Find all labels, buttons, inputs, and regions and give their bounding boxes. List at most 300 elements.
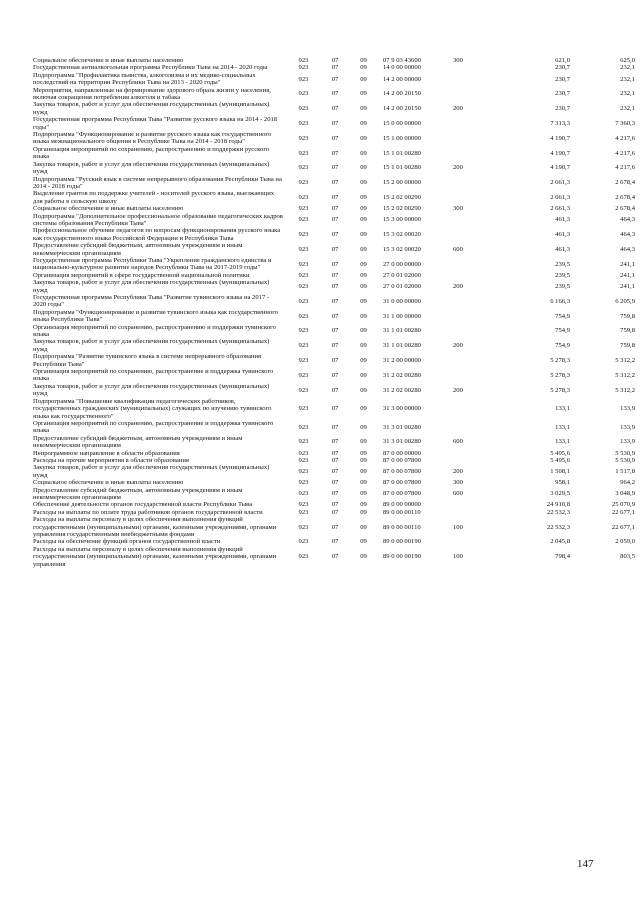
row-expense-type	[453, 294, 490, 309]
row-ministry-code: 923	[298, 386, 309, 394]
row-subsection-code: 09	[360, 371, 367, 379]
row-ministry-code: 923	[298, 164, 309, 172]
row-description: Подпрограмма "Профилактика пьянства, алкоголизма и их медико-социальных последствий на территории Республики Тыва на 2013 - 2020 годы"	[33, 71, 256, 87]
row-ministry-code: 923	[298, 105, 309, 113]
row-description: Государственная программа Республики Тыва "Развитие русского языка на 2014 - 2018 годы"	[33, 116, 278, 131]
row-target-article: 15 3 02 00020	[383, 231, 421, 239]
row-subsection-code: 09	[360, 64, 367, 72]
row-target-article: 27 0 01 02000	[383, 282, 421, 290]
row-section-code: 07	[331, 449, 339, 457]
table-row	[33, 487, 635, 502]
row-expense-type	[453, 116, 490, 131]
row-subsection-code: 09	[360, 523, 367, 531]
row-ministry-code: 923	[298, 297, 309, 305]
row-target-article: 14 0 00 00000	[383, 64, 421, 72]
row-ministry-code: 923	[298, 271, 309, 279]
row-amount-year1: 5 495,6	[550, 449, 570, 457]
row-section-code: 07	[331, 312, 339, 320]
row-amount-year2: 4 217,6	[615, 134, 635, 142]
row-section-code: 07	[331, 105, 339, 113]
table-row	[33, 72, 635, 87]
row-subsection-code: 09	[360, 490, 367, 498]
row-section-code: 07	[331, 260, 339, 268]
row-amount-year1: 754,9	[555, 327, 570, 335]
row-section-code: 07	[331, 327, 339, 335]
row-subsection-code: 09	[360, 57, 367, 64]
row-subsection-code: 09	[360, 231, 367, 239]
row-section-code: 07	[331, 205, 339, 213]
row-ministry-code: 923	[298, 468, 309, 476]
row-description: Государственная антиалкогольная программа Республики Тыва на 2014 - 2020 годы	[33, 64, 268, 72]
row-section-code: 07	[331, 271, 339, 279]
table-row	[33, 420, 635, 435]
table-row	[33, 213, 635, 228]
row-section-code: 07	[331, 508, 339, 516]
row-amount-year1: 461,3	[555, 245, 570, 253]
row-amount-year1: 4 190,7	[550, 134, 570, 142]
row-subsection-code: 09	[360, 260, 367, 268]
row-amount-year2: 133,9	[620, 405, 635, 413]
row-ministry-code: 923	[298, 327, 309, 335]
row-expense-type	[453, 501, 490, 508]
row-description: Выделение грантов по поддержке учителей - носителей русского языка, выезжающих для работы в сельскую школу	[33, 190, 275, 205]
row-section-code: 07	[331, 356, 339, 364]
budget-table	[33, 57, 635, 568]
row-target-article: 31 2 02 00280	[383, 386, 421, 394]
row-target-article: 14 2 00 00000	[383, 75, 421, 83]
row-amount-year1: 4 190,7	[550, 149, 570, 157]
row-amount-year1: 4 190,7	[550, 164, 570, 172]
row-expense-type: 200	[453, 342, 463, 350]
row-target-article: 14 2 00 20150	[383, 90, 421, 98]
row-expense-type	[453, 398, 490, 420]
row-amount-year2: 464,3	[620, 245, 635, 253]
row-expense-type: 300	[453, 205, 463, 213]
row-description: Расходы на выплаты персоналу в целях обеспечения выполнения функций государственными (муниципальными) органами, казенными учреждениями, органами управления	[33, 545, 277, 568]
table-row	[33, 501, 635, 508]
row-expense-type: 100	[453, 523, 463, 531]
row-ministry-code: 923	[298, 405, 309, 413]
row-ministry-code: 923	[298, 456, 309, 464]
row-section-code: 07	[331, 75, 339, 83]
table-row	[33, 272, 635, 279]
row-ministry-code: 923	[298, 490, 309, 498]
row-ministry-code: 923	[298, 508, 309, 516]
row-subsection-code: 09	[360, 438, 367, 446]
row-section-code: 07	[331, 194, 339, 202]
row-amount-year1: 5 278,3	[550, 386, 570, 394]
row-amount-year2: 232,1	[620, 75, 635, 83]
row-expense-type	[453, 176, 490, 191]
row-description: Подпрограмма "Функционирование и развитие русского языка как государственного языка межнационального общения в Республике Тыва на 2014 - 2018 годы"	[33, 131, 272, 146]
row-ministry-code: 923	[298, 523, 309, 531]
row-subsection-code: 09	[360, 405, 367, 413]
row-target-article: 14 2 00 20150	[383, 105, 421, 113]
row-description: Организация мероприятий в сфере государственной национальной политики	[33, 271, 250, 279]
row-target-article: 31 3 01 00280	[383, 438, 421, 446]
table-row	[33, 57, 635, 64]
row-ministry-code: 923	[298, 371, 309, 379]
row-description: Непрограммное направление в области образования	[33, 449, 180, 457]
row-amount-year1: 22 532,3	[546, 508, 570, 516]
row-target-article: 31 3 01 00280	[383, 423, 421, 431]
row-section-code: 07	[331, 134, 339, 142]
row-target-article: 87 0 00 07800	[383, 456, 421, 464]
row-subsection-code: 09	[360, 553, 367, 561]
table-row	[33, 383, 635, 398]
row-description: Подпрограмма "Повышение квалификации педагогических работников, государственных гражданских (муниципальных) служащих по изучению тувинского языка как государственного"	[33, 397, 272, 420]
row-subsection-code: 09	[360, 149, 367, 157]
row-description: Организация мероприятий по сохранению, распространение и поддержка тувинского языка	[33, 368, 274, 383]
row-amount-year1: 754,9	[555, 342, 570, 350]
row-description: Подпрограмма "Русский язык в системе непрерывного образования Республики Тыва на 2014 - 2018 годы"	[33, 175, 282, 190]
table-row	[33, 190, 635, 205]
budget-table-body	[33, 57, 635, 568]
row-description: Обеспечение деятельности органов государственной власти Республики Тыва	[33, 501, 253, 509]
row-section-code: 07	[331, 342, 339, 350]
row-section-code: 07	[331, 297, 339, 305]
row-target-article: 31 2 02 00280	[383, 371, 421, 379]
row-expense-type: 200	[453, 386, 463, 394]
row-section-code: 07	[331, 468, 339, 476]
row-subsection-code: 09	[360, 282, 367, 290]
row-amount-year2: 232,1	[620, 64, 635, 72]
row-amount-year2: 25 070,9	[611, 501, 635, 509]
table-row	[33, 368, 635, 383]
page-number: 147	[577, 858, 594, 870]
row-target-article: 27 0 01 02000	[383, 271, 421, 279]
row-amount-year2: 241,1	[620, 260, 635, 268]
table-row	[33, 457, 635, 464]
row-ministry-code: 923	[298, 245, 309, 253]
row-amount-year2: 759,8	[620, 312, 635, 320]
row-amount-year1: 5 495,6	[550, 456, 570, 464]
row-subsection-code: 09	[360, 423, 367, 431]
row-expense-type	[453, 87, 490, 102]
row-amount-year1: 798,4	[555, 553, 570, 561]
row-amount-year1: 133,1	[555, 405, 570, 413]
row-subsection-code: 09	[360, 194, 367, 202]
row-ministry-code: 923	[298, 553, 309, 561]
table-row	[33, 205, 635, 212]
table-row	[33, 294, 635, 309]
table-row	[33, 546, 635, 568]
row-target-article: 89 0 00 00110	[383, 523, 421, 531]
row-description: Организация мероприятий по сохранению, распространению и поддержки тувинского языка	[33, 323, 276, 339]
table-row	[33, 161, 635, 176]
row-description: Расходы на выплаты персоналу в целях обеспечения выполнения функций государственными (муниципальными) органами, казенными учреждениями, органами управления государственными внебюджетными фондами	[33, 516, 277, 538]
row-subsection-code: 09	[360, 179, 367, 187]
row-amount-year1: 5 278,3	[550, 371, 570, 379]
row-target-article: 15 2 02 00290	[383, 194, 421, 202]
row-amount-year2: 6 205,9	[615, 297, 635, 305]
row-ministry-code: 923	[298, 356, 309, 364]
row-amount-year1: 5 278,3	[550, 356, 570, 364]
row-description: Расходы на выплаты по оплате труда работников органов государственной власти	[33, 508, 263, 516]
row-target-article: 89 0 00 00000	[383, 501, 421, 509]
row-amount-year2: 964,2	[620, 479, 635, 487]
table-row	[33, 398, 635, 420]
row-description: Предоставление субсидий бюджетным, автономным учреждениям и иным некоммерческим организациям	[33, 434, 243, 450]
row-section-code: 07	[331, 90, 339, 98]
row-ministry-code: 923	[298, 179, 309, 187]
row-target-article: 15 1 01 00280	[383, 164, 421, 172]
row-expense-type: 600	[453, 490, 463, 498]
row-target-article: 07 9 03 43600	[383, 57, 421, 64]
row-ministry-code: 923	[298, 501, 309, 509]
row-amount-year2: 232,1	[620, 90, 635, 98]
row-subsection-code: 09	[360, 134, 367, 142]
row-target-article: 15 1 00 00000	[383, 134, 421, 142]
row-section-code: 07	[331, 149, 339, 157]
row-description: Закупка товаров, работ и услуг для обеспечения государственных (муниципальных) нужд	[33, 338, 270, 353]
row-subsection-code: 09	[360, 342, 367, 350]
row-section-code: 07	[331, 245, 339, 253]
row-ministry-code: 923	[298, 260, 309, 268]
row-target-article: 15 0 00 00000	[383, 119, 421, 127]
row-expense-type	[453, 353, 490, 368]
row-description: Социальное обеспечение и иные выплаты населению	[33, 57, 184, 64]
row-ministry-code: 923	[298, 216, 309, 224]
row-section-code: 07	[331, 282, 339, 290]
row-amount-year2: 5 312,2	[615, 371, 635, 379]
row-ministry-code: 923	[298, 57, 309, 64]
table-row	[33, 146, 635, 161]
row-amount-year2: 4 217,6	[615, 149, 635, 157]
row-description: Государственная программа Республики Тыва "Развитие тувинского языка на 2017 - 2020 годы"	[33, 294, 270, 309]
row-amount-year2: 2 678,4	[615, 179, 635, 187]
row-section-code: 07	[331, 479, 339, 487]
row-section-code: 07	[331, 119, 339, 127]
row-expense-type	[453, 190, 490, 205]
row-section-code: 07	[331, 523, 339, 531]
row-subsection-code: 09	[360, 164, 367, 172]
row-subsection-code: 09	[360, 356, 367, 364]
row-target-article: 87 0 00 00000	[383, 449, 421, 457]
row-amount-year1: 754,9	[555, 312, 570, 320]
table-row	[33, 242, 635, 257]
row-section-code: 07	[331, 64, 339, 72]
row-amount-year1: 461,3	[555, 231, 570, 239]
row-ministry-code: 923	[298, 149, 309, 157]
row-description: Мероприятия, направленные на формирование здорового образа жизни у населения, включая сокращения потребления алкоголя и табака	[33, 86, 271, 102]
row-section-code: 07	[331, 553, 339, 561]
row-expense-type: 200	[453, 164, 463, 172]
row-amount-year2: 5 530,9	[615, 449, 635, 457]
row-ministry-code: 923	[298, 423, 309, 431]
row-ministry-code: 923	[298, 342, 309, 350]
row-target-article: 31 1 01 00280	[383, 327, 421, 335]
row-amount-year2: 5 312,2	[615, 356, 635, 364]
row-subsection-code: 09	[360, 297, 367, 305]
table-row	[33, 227, 635, 242]
row-amount-year2: 3 048,9	[615, 490, 635, 498]
row-subsection-code: 09	[360, 90, 367, 98]
row-target-article: 31 0 00 00000	[383, 297, 421, 305]
row-amount-year1: 461,3	[555, 216, 570, 224]
row-subsection-code: 09	[360, 501, 367, 509]
table-row	[33, 509, 635, 516]
row-section-code: 07	[331, 456, 339, 464]
row-ministry-code: 923	[298, 194, 309, 202]
table-row	[33, 324, 635, 339]
row-subsection-code: 09	[360, 105, 367, 113]
row-ministry-code: 923	[298, 312, 309, 320]
row-expense-type: 600	[453, 438, 463, 446]
row-subsection-code: 09	[360, 75, 367, 83]
row-target-article: 87 0 00 07800	[383, 468, 421, 476]
row-expense-type	[453, 509, 490, 516]
row-description: Закупка товаров, работ и услуг для обеспечения государственных (муниципальных) нужд	[33, 382, 270, 398]
row-section-code: 07	[331, 538, 339, 546]
row-subsection-code: 09	[360, 386, 367, 394]
row-ministry-code: 923	[298, 64, 309, 72]
row-amount-year1: 7 313,3	[550, 119, 570, 127]
row-subsection-code: 09	[360, 245, 367, 253]
row-section-code: 07	[331, 164, 339, 172]
row-amount-year2: 464,3	[620, 216, 635, 224]
row-amount-year2: 5 530,9	[615, 456, 635, 464]
row-expense-type	[453, 309, 490, 324]
row-amount-year2: 232,1	[620, 105, 635, 113]
row-amount-year2: 133,9	[620, 423, 635, 431]
row-amount-year2: 803,5	[620, 553, 635, 561]
row-amount-year1: 22 532,3	[546, 523, 570, 531]
row-subsection-code: 09	[360, 205, 367, 213]
row-amount-year1: 3 029,5	[550, 490, 570, 498]
row-section-code: 07	[331, 216, 339, 224]
row-amount-year1: 133,1	[555, 438, 570, 446]
row-ministry-code: 923	[298, 479, 309, 487]
row-target-article: 15 3 02 00020	[383, 245, 421, 253]
row-amount-year2: 22 677,1	[611, 523, 635, 531]
row-target-article: 87 0 00 07800	[383, 490, 421, 498]
row-expense-type	[453, 538, 490, 545]
table-row	[33, 450, 635, 457]
row-expense-type: 200	[453, 468, 463, 476]
row-amount-year2: 5 312,2	[615, 386, 635, 394]
row-subsection-code: 09	[360, 119, 367, 127]
row-subsection-code: 09	[360, 216, 367, 224]
table-row	[33, 101, 635, 116]
row-expense-type	[453, 213, 490, 228]
table-row	[33, 87, 635, 102]
row-amount-year1: 230,7	[555, 64, 570, 72]
row-amount-year2: 241,1	[620, 282, 635, 290]
row-amount-year2: 2 059,0	[615, 538, 635, 546]
row-amount-year2: 759,8	[620, 327, 635, 335]
row-subsection-code: 09	[360, 271, 367, 279]
row-ministry-code: 923	[298, 449, 309, 457]
row-amount-year1: 2 045,8	[550, 538, 570, 546]
row-subsection-code: 09	[360, 449, 367, 457]
row-subsection-code: 09	[360, 508, 367, 516]
row-amount-year2: 625,0	[620, 57, 635, 64]
row-target-article: 31 3 00 00000	[383, 405, 421, 413]
table-row	[33, 176, 635, 191]
row-amount-year1: 239,5	[555, 260, 570, 268]
row-expense-type: 200	[453, 105, 463, 113]
row-amount-year1: 1 508,1	[550, 468, 570, 476]
table-row	[33, 279, 635, 294]
table-row	[33, 516, 635, 538]
row-description: Расходы на обеспечение функций органов государственной власти	[33, 538, 221, 546]
row-description: Социальное обеспечение и иные выплаты населению	[33, 479, 184, 487]
row-amount-year1: 24 910,8	[546, 501, 570, 509]
row-subsection-code: 09	[360, 468, 367, 476]
row-ministry-code: 923	[298, 538, 309, 546]
row-subsection-code: 09	[360, 479, 367, 487]
table-row	[33, 464, 635, 479]
row-amount-year2: 7 360,3	[615, 119, 635, 127]
row-subsection-code: 09	[360, 327, 367, 335]
row-section-code: 07	[331, 405, 339, 413]
table-row	[33, 538, 635, 545]
table-row	[33, 131, 635, 146]
row-ministry-code: 923	[298, 134, 309, 142]
row-amount-year2: 22 677,1	[611, 508, 635, 516]
row-ministry-code: 923	[298, 75, 309, 83]
row-expense-type	[453, 131, 490, 146]
row-description: Расходы на прочие мероприятия в области образования	[33, 456, 189, 464]
row-amount-year1: 621,0	[555, 57, 570, 64]
row-target-article: 31 1 01 00280	[383, 342, 421, 350]
row-subsection-code: 09	[360, 312, 367, 320]
row-expense-type	[453, 257, 490, 272]
row-ministry-code: 923	[298, 438, 309, 446]
row-section-code: 07	[331, 231, 339, 239]
row-amount-year2: 241,1	[620, 271, 635, 279]
row-description: Закупка товаров, работ и услуг для обеспечения государственных (муниципальных) нужд	[33, 279, 270, 294]
row-subsection-code: 09	[360, 538, 367, 546]
table-row	[33, 309, 635, 324]
row-description: Закупка товаров, работ и услуг для обеспечения государственных (муниципальных) нужд	[33, 160, 270, 176]
table-row	[33, 64, 635, 71]
table-row	[33, 435, 635, 450]
row-amount-year1: 6 166,3	[550, 297, 570, 305]
row-amount-year1: 239,5	[555, 271, 570, 279]
row-description: Закупка товаров, работ и услуг для обеспечения государственных (муниципальных) нужд	[33, 464, 270, 479]
row-target-article: 15 1 01 00280	[383, 149, 421, 157]
row-target-article: 15 2 00 00000	[383, 179, 421, 187]
row-amount-year2: 464,3	[620, 231, 635, 239]
row-ministry-code: 923	[298, 231, 309, 239]
row-expense-type	[453, 227, 490, 242]
row-ministry-code: 923	[298, 119, 309, 127]
row-amount-year1: 958,1	[555, 479, 570, 487]
row-expense-type	[453, 272, 490, 279]
row-target-article: 31 2 00 00000	[383, 356, 421, 364]
row-description: Предоставление субсидий бюджетным, автономным учреждениям и иным некоммерческим организациям	[33, 242, 243, 257]
row-expense-type	[453, 146, 490, 161]
row-amount-year1: 2 661,3	[550, 179, 570, 187]
row-amount-year1: 230,7	[555, 105, 570, 113]
row-expense-type	[453, 450, 490, 457]
row-description: Подпрограмма "Развитие тувинского языка в системе непрерывного образования Республики Тыва"	[33, 353, 262, 368]
row-amount-year2: 2 678,4	[615, 205, 635, 213]
row-target-article: 89 0 00 00190	[383, 538, 421, 546]
row-target-article: 15 2 02 00290	[383, 205, 421, 213]
row-amount-year1: 239,5	[555, 282, 570, 290]
row-section-code: 07	[331, 57, 339, 64]
row-description: Социальное обеспечение и иные выплаты населению	[33, 205, 184, 213]
row-description: Закупка товаров, работ и услуг для обеспечения государственных (муниципальных) нужд	[33, 101, 270, 116]
row-description: Подпрограмма "Дополнительное профессиональное образование педагогических кадров системы образования Республики Тыва"	[33, 212, 283, 227]
row-expense-type	[453, 420, 490, 435]
row-section-code: 07	[331, 179, 339, 187]
row-target-article: 31 1 00 00000	[383, 312, 421, 320]
row-target-article: 27 0 00 00000	[383, 260, 421, 268]
